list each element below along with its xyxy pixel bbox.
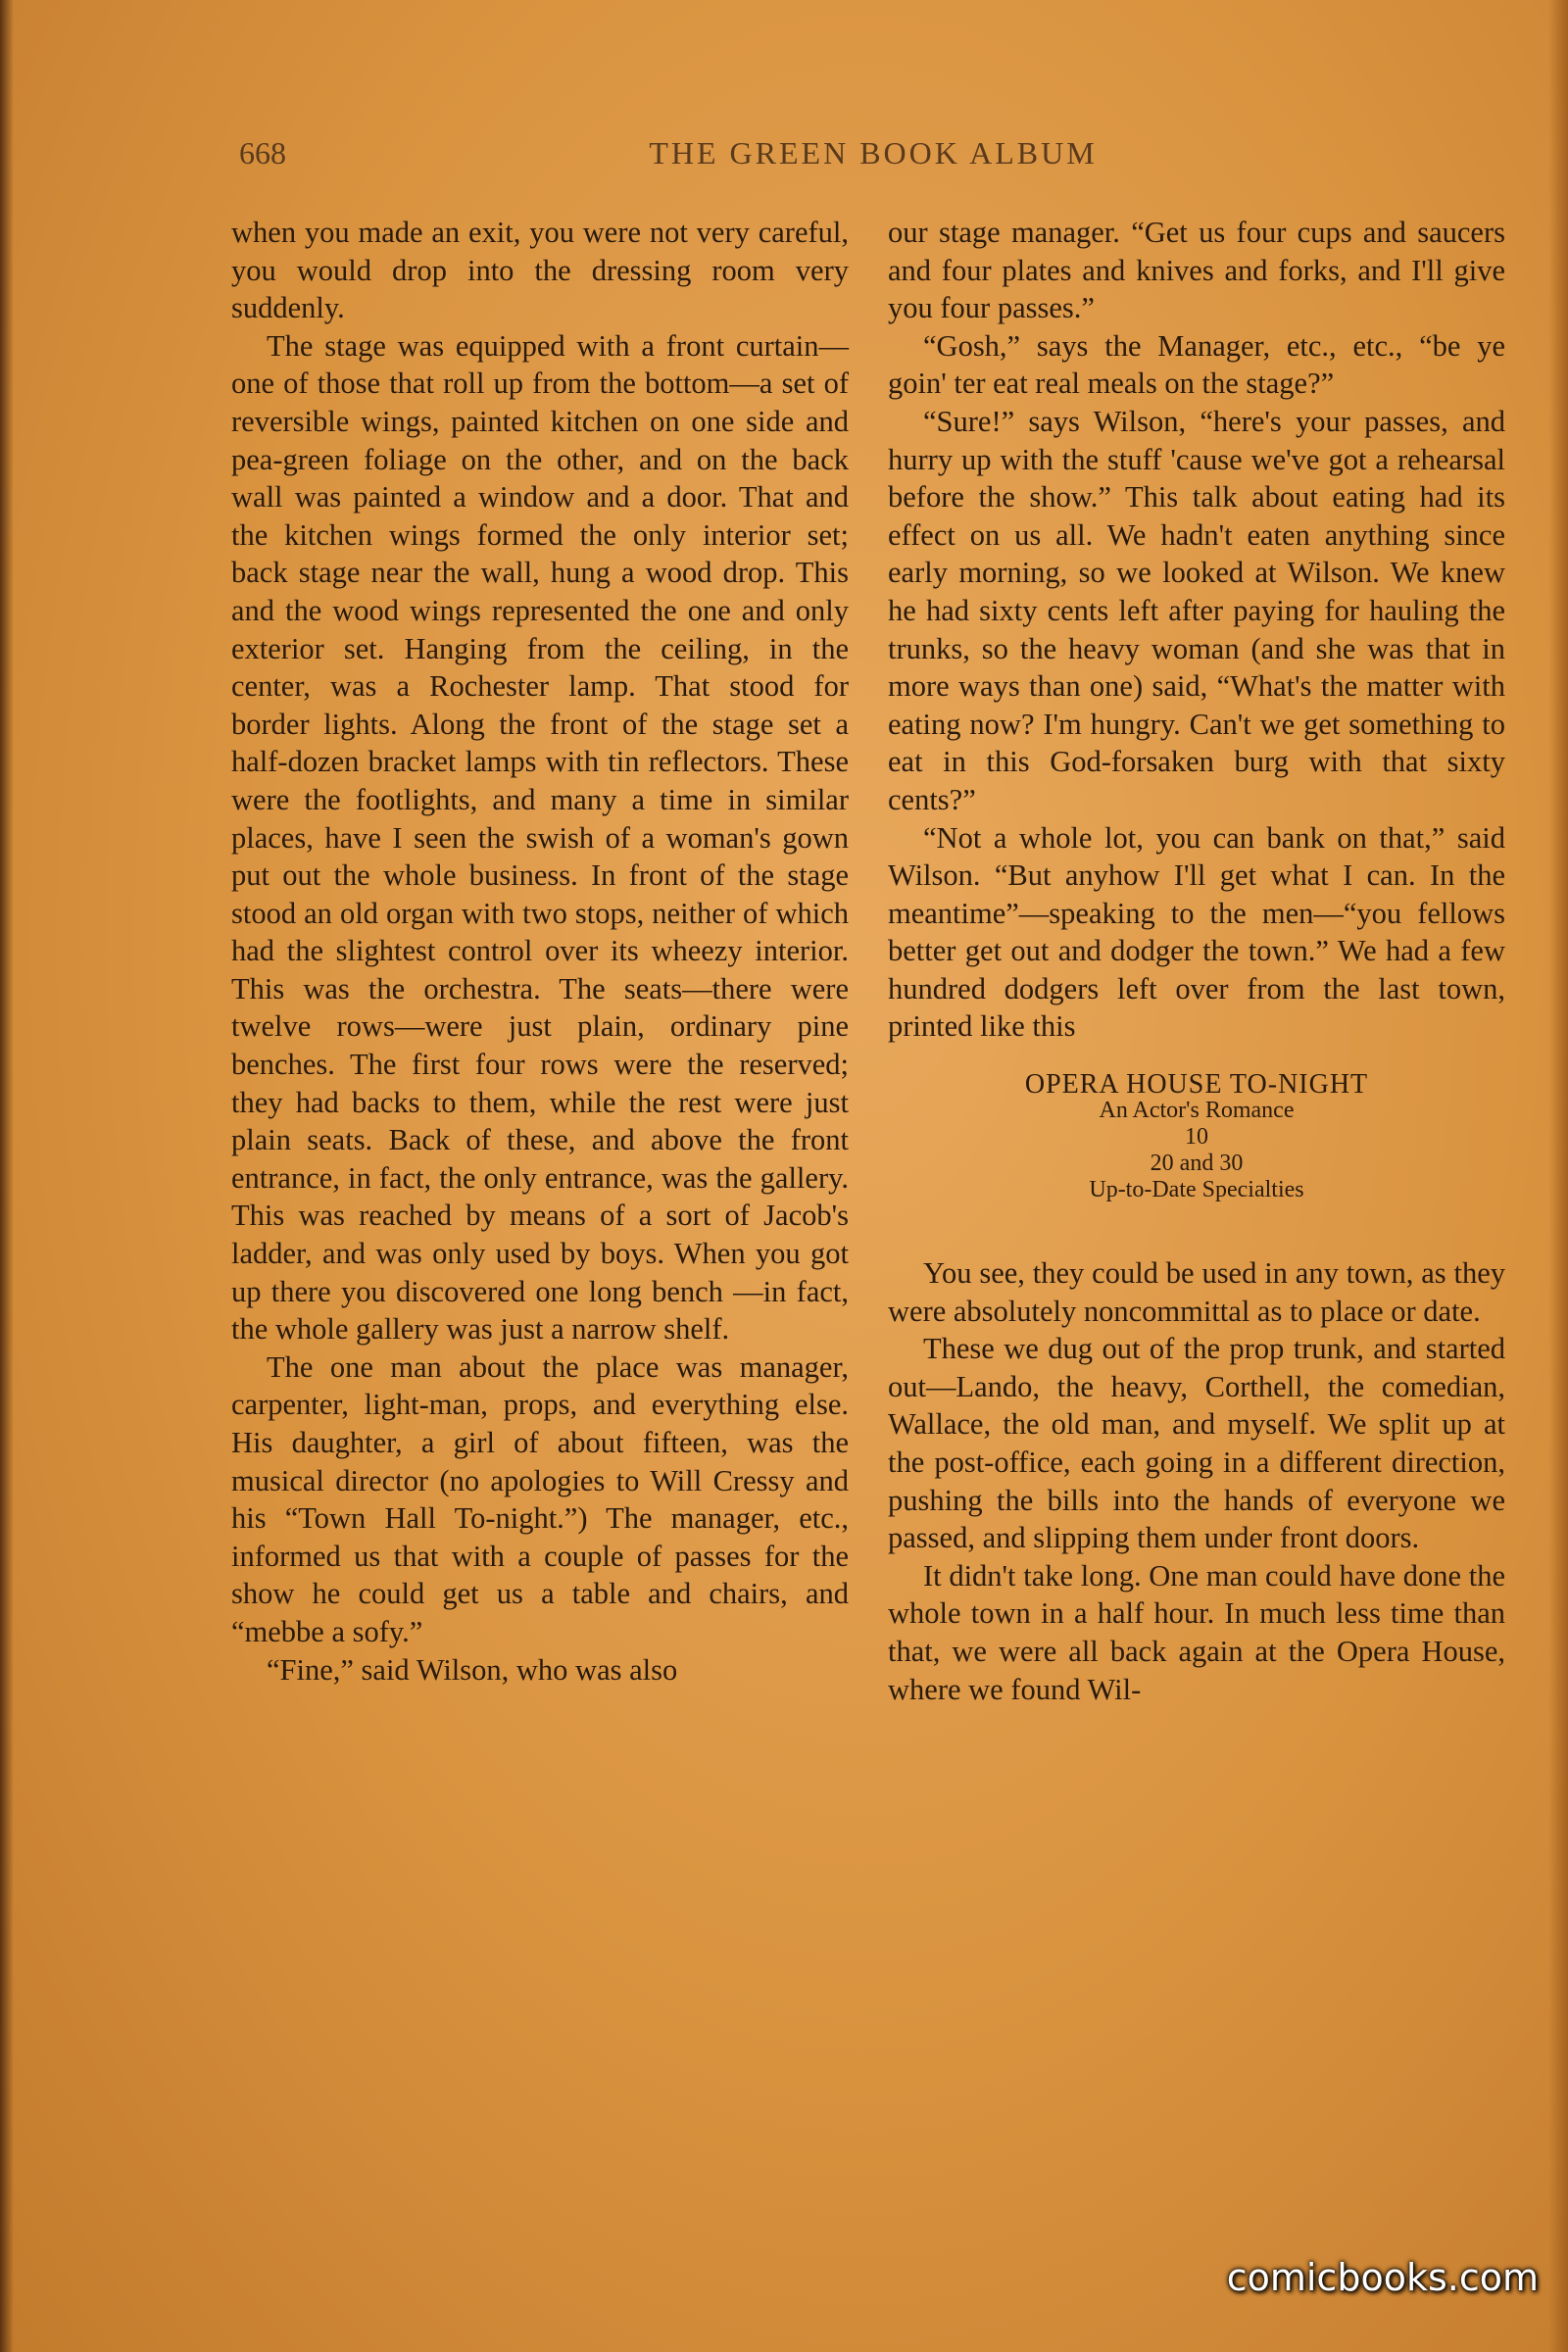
paragraph: “Sure!” says Wilson, “here's your passes, and hurry up with the stuff 'cause we've got a rehearsal before the show.” This talk about eating had its effect on us all. We hadn't eaten anything since early morning, so we looked at Wilson. We knew he had sixty cents left after paying for hauling the trunks, so the heavy woman (and she was that in more ways than one) said, “What's the matter with eating now? I'm hungry. Can't we get something to eat in this God-forsaken burg with that sixty cents?” — [888, 404, 1505, 816]
page-right-edge-shadow — [1548, 0, 1568, 2352]
paragraph: when you made an exit, you were not very careful, you would drop into the dressing room very suddenly. — [231, 216, 849, 325]
handbill-block — [888, 1071, 1505, 1203]
paragraph: our stage manager. “Get us four cups and saucers and four plates and knives and forks, and I'll give you four passes.” — [888, 216, 1505, 325]
paragraph: “Not a whole lot, you can bank on that,” said Wilson. “But anyhow I'll get what I can. In the meantime”—speaking to the men—“you fellows better get out and dodger the town.” We had a few hundred dodgers left over from the last town, printed like this — [888, 820, 1505, 1044]
paragraph: “Gosh,” says the Manager, etc., etc., “be ye goin' ter eat real meals on the stage?” — [888, 328, 1505, 401]
paragraph: You see, they could be used in any town, as they were absolutely noncommittal as to place or date. — [888, 1256, 1505, 1328]
right-column — [888, 214, 1505, 1708]
handbill-line: An Actor's Romance — [1099, 1098, 1295, 1124]
handbill-line: 10 — [1185, 1124, 1208, 1151]
handbill-title: OPERA HOUSE TO-NIGHT — [1024, 1069, 1369, 1101]
page-left-edge-shadow — [0, 0, 14, 2352]
left-column — [231, 214, 849, 1689]
paragraph: The one man about the place was manager, carpenter, light-man, props, and everything else. His daughter, a girl of about fifteen, was the musical director (no apologies to Will Cressy and his “Town Hall To-night.”) The manager, etc., informed us that with a couple of passes for the show he could get us a table and chairs, and “mebbe a sofy.” — [231, 1349, 849, 1648]
page-header — [239, 135, 1507, 184]
paragraph: “Fine,” said Wilson, who was also — [267, 1652, 678, 1687]
watermark-logo: comicbooks.com — [1226, 2256, 1539, 2299]
paragraph: The stage was equipped with a front curtain—one of those that roll up from the bottom—a set of reversible wings, painted kitchen on one side and pea-green foliage on the other, and on the back wall was painted a window and a door. That and the kitchen wings formed the only interior set; back stage near the wall, hung a wood drop. This and the wood wings represented the one and only exterior set. Hanging from the ceiling, in the center, was a Rochester lamp. That stood for border lights. Along the front of the stage set a half-dozen bracket lamps with tin reflectors. These were the footlights, and many a time in similar places, have I seen the swish of a woman's gown put out the whole business. In front of the stage stood an old organ with two stops, neither of which had the slightest control over its wheezy interior. This was the orchestra. The seats—there were twelve rows—were just plain, ordinary pine benches. The first four rows were the reserved; they had backs to them, while the rest were just plain seats. Back of these, and above the front entrance, in fact, the only entrance, was the gallery. This was reached by means of a sort of Jacob's ladder, and was only used by boys. When you got up there you discovered one long bench —in fact, the whole gallery was just a narrow shelf. — [231, 328, 849, 1347]
running-title: THE GREEN BOOK ALBUM — [649, 135, 1098, 171]
page-number: 668 — [239, 135, 286, 171]
handbill-line: Up-to-Date Specialties — [1089, 1177, 1304, 1203]
paragraph: It didn't take long. One man could have done the whole town in a half hour. In much less time than that, we were all back again at the Opera House, where we found Wil- — [888, 1558, 1505, 1706]
handbill-line: 20 and 30 — [1150, 1151, 1244, 1177]
paragraph: These we dug out of the prop trunk, and started out—Lando, the heavy, Corthell, the comedian, Wallace, the old man, and myself. We split up at the post-office, each going in a different direction, pushing the bills into the hands of everyone we passed, and slipping them under front doors. — [888, 1332, 1505, 1555]
